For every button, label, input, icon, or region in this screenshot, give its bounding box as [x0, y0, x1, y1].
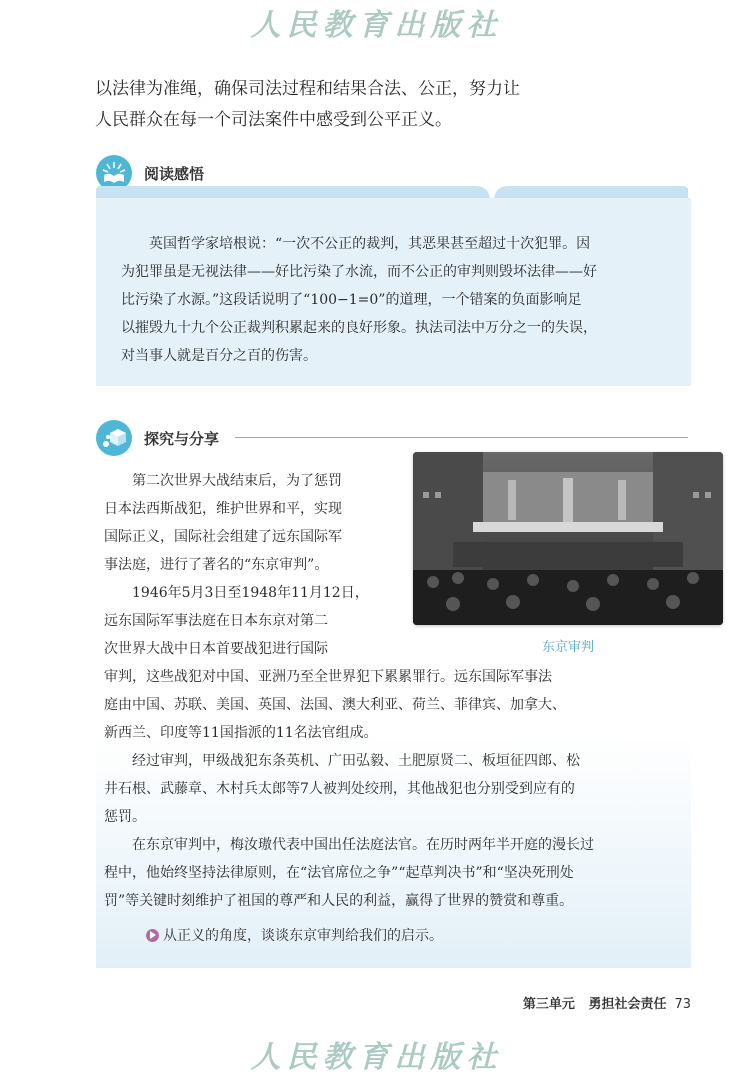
inquiry-line: 程中，他始终坚持法律原则，在“法官席位之争”“起草判决书”和“坚决死刑处 — [104, 865, 574, 881]
inquiry-line: 庭由中国、苏联、美国、英国、法国、澳大利亚、荷兰、菲律宾、加拿大、 — [104, 697, 566, 713]
inquiry-line: 井石根、武藤章、木村兵太郎等7人被判处绞刑，其他战犯也分别受到应有的 — [104, 781, 575, 797]
reading-line: 对当事人就是百分之百的伤害。 — [121, 348, 317, 364]
reading-box-tabs — [96, 186, 688, 198]
intro-line: 以法律为准绳，确保司法过程和结果合法、公正，努力让 — [95, 79, 520, 99]
inquiry-line: 在东京审判中，梅汝璈代表中国出任法庭法官。在历时两年半开庭的漫长过 — [132, 837, 594, 853]
inquiry-line: 惩罚。 — [104, 809, 146, 825]
unit-title: 第三单元 勇担社会责任 — [522, 997, 667, 1012]
inquiry-line: 事法庭，进行了著名的“东京审判”。 — [104, 557, 329, 573]
inquiry-line: 日本法西斯战犯，维护世界和平，实现 — [104, 501, 342, 517]
tokyo-trial-photo — [413, 452, 723, 625]
intro-paragraph — [95, 74, 695, 136]
reading-section-title: 阅读感悟 — [144, 165, 205, 183]
inquiry-line: 审判，这些战犯对中国、亚洲乃至全世界犯下累累罪行。远东国际军事法 — [104, 669, 552, 685]
photo-caption: 东京审判 — [541, 640, 594, 655]
play-arrow-icon — [146, 929, 159, 942]
page-footer — [523, 993, 691, 1012]
inquiry-line: 1946年5月3日至1948年11月12日， — [132, 585, 369, 601]
page-number: 73 — [674, 997, 691, 1012]
section-divider — [235, 437, 688, 438]
publisher-watermark-top: 人民教育出版社 — [250, 8, 503, 43]
reading-line: 比污染了水源。”这段话说明了“100−1=0”的道理，一个错案的负面影响足 — [121, 292, 582, 308]
cube-icon — [96, 420, 132, 456]
discussion-prompt — [146, 925, 443, 945]
publisher-watermark-bottom: 人民教育出版社 — [250, 1040, 503, 1075]
prompt-text: 从正义的角度，谈谈东京审判给我们的启示。 — [163, 928, 443, 944]
inquiry-line: 次世界大战中日本首要战犯进行国际 — [104, 641, 328, 657]
reading-line: 英国哲学家培根说：“一次不公正的裁判，其恶果甚至超过十次犯罪。因 — [149, 236, 591, 252]
inquiry-line: 新西兰、印度等11国指派的11名法官组成。 — [104, 725, 378, 741]
reading-quote — [121, 230, 666, 370]
inquiry-line: 远东国际军事法庭在日本东京对第二 — [104, 613, 328, 629]
reading-line: 以摧毁九十九个公正裁判积累起来的良好形象。执法司法中万分之一的失误， — [121, 320, 597, 336]
reading-line: 为犯罪虽是无视法律——好比污染了水流，而不公正的审判则毁坏法律——好 — [121, 264, 597, 280]
inquiry-line: 罚”等关键时刻维护了祖国的尊严和人民的利益，赢得了世界的赞赏和尊重。 — [104, 893, 574, 909]
inquiry-section-title: 探究与分享 — [144, 430, 220, 448]
inquiry-line: 国际正义，国际社会组建了远东国际军 — [104, 529, 342, 545]
inquiry-line: 经过审判，甲级战犯东条英机、广田弘毅、土肥原贤二、板垣征四郎、松 — [132, 753, 580, 769]
intro-line: 人民群众在每一个司法案件中感受到公平正义。 — [95, 110, 452, 130]
inquiry-line: 第二次世界大战结束后，为了惩罚 — [132, 473, 342, 489]
